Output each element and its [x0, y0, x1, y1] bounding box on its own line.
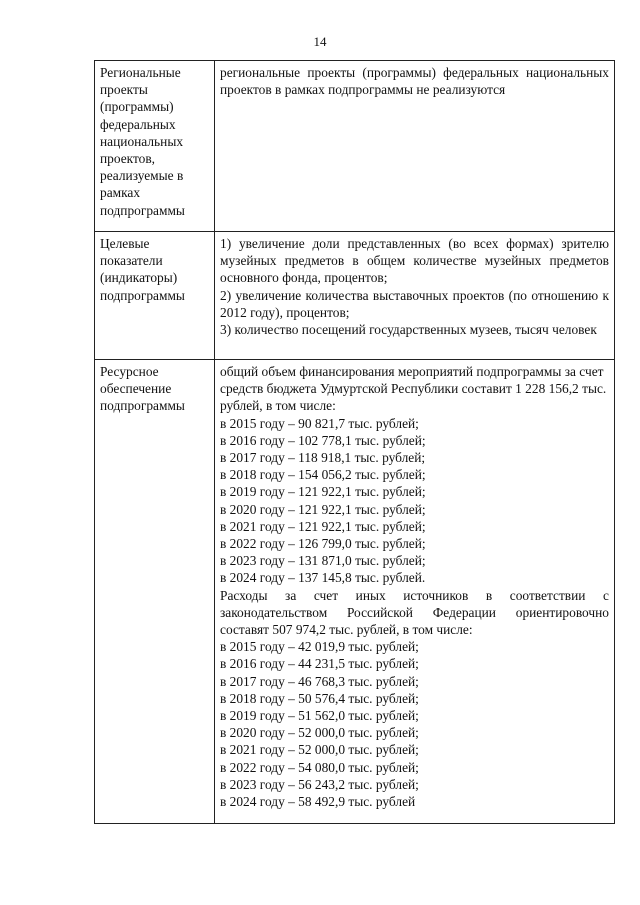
indicator-item: 1) увеличение доли представленных (во всех формах) зрителю музейных предметов в общем количестве музейных предметов основного фонда, процентов;	[220, 236, 609, 286]
indicator-item: 2) увеличение количества выставочных проектов (по отношению к 2012 году), процентов;	[220, 287, 609, 320]
other-year-line: в 2022 году – 54 080,0 тыс. рублей;	[220, 759, 419, 775]
row-content-target-indicators	[215, 232, 615, 360]
passport-table	[94, 60, 615, 824]
other-year-line: в 2016 году – 44 231,5 тыс. рублей;	[220, 656, 419, 672]
other-year-line: в 2020 году – 52 000,0 тыс. рублей;	[220, 725, 419, 741]
table-row-target-indicators	[95, 232, 615, 360]
other-year-line: в 2024 году – 58 492,9 тыс. рублей	[220, 794, 416, 810]
table-row-regional-projects	[95, 61, 615, 232]
budget-year-line: в 2021 году – 121 922,1 тыс. рублей;	[220, 518, 426, 534]
row-content-regional-projects: региональные проекты (программы) федеральных национальных проектов в рамках подпрограммы не реализуются	[215, 61, 615, 232]
budget-year-line: в 2017 году – 118 918,1 тыс. рублей;	[220, 450, 426, 466]
page-number: 14	[313, 34, 327, 49]
other-year-line: в 2017 году – 46 768,3 тыс. рублей;	[220, 673, 419, 689]
budget-year-line: в 2015 году – 90 821,7 тыс. рублей;	[220, 415, 419, 431]
indicator-item: 3) количество посещений государственных музеев, тысяч человек	[220, 322, 597, 338]
table-row-resource-support	[95, 360, 615, 824]
budget-year-line: в 2018 году – 154 056,2 тыс. рублей;	[220, 467, 426, 483]
other-year-line: в 2015 году – 42 019,9 тыс. рублей;	[220, 639, 419, 655]
other-year-line: в 2021 году – 52 000,0 тыс. рублей;	[220, 742, 419, 758]
budget-year-line: в 2023 году – 131 871,0 тыс. рублей;	[220, 553, 426, 569]
budget-year-line: в 2022 году – 126 799,0 тыс. рублей;	[220, 536, 426, 552]
budget-year-line: в 2024 году – 137 145,8 тыс. рублей.	[220, 570, 426, 586]
row-label-resource-support: Ресурсное обеспечение подпрограммы	[95, 360, 215, 824]
budget-year-line: в 2020 году – 121 922,1 тыс. рублей;	[220, 501, 426, 517]
row-label-target-indicators: Целевые показатели (индикаторы) подпрограммы	[95, 232, 215, 360]
row-content-resource-support	[215, 360, 615, 824]
budget-year-line: в 2019 году – 121 922,1 тыс. рублей;	[220, 484, 426, 500]
other-sources-intro: Расходы за счет иных источников в соответствии с законодательством Российской Федерации ориентировочно составят 507 974,2 тыс. рублей, в том числе:	[220, 587, 609, 638]
funding-intro: общий объем финансирования мероприятий подпрограммы за счет средств бюджета Удмуртской Республики составит 1 228 156,2 тыс. рублей, в том числе:	[220, 364, 607, 414]
other-year-line: в 2018 году – 50 576,4 тыс. рублей;	[220, 690, 419, 706]
other-year-line: в 2023 году – 56 243,2 тыс. рублей;	[220, 776, 419, 792]
budget-year-line: в 2016 году – 102 778,1 тыс. рублей;	[220, 432, 426, 448]
other-year-line: в 2019 году – 51 562,0 тыс. рублей;	[220, 708, 419, 724]
row-label-regional-projects: Региональные проекты (программы) федеральных национальных проектов, реализуемые в рамках подпрограммы	[95, 61, 215, 232]
